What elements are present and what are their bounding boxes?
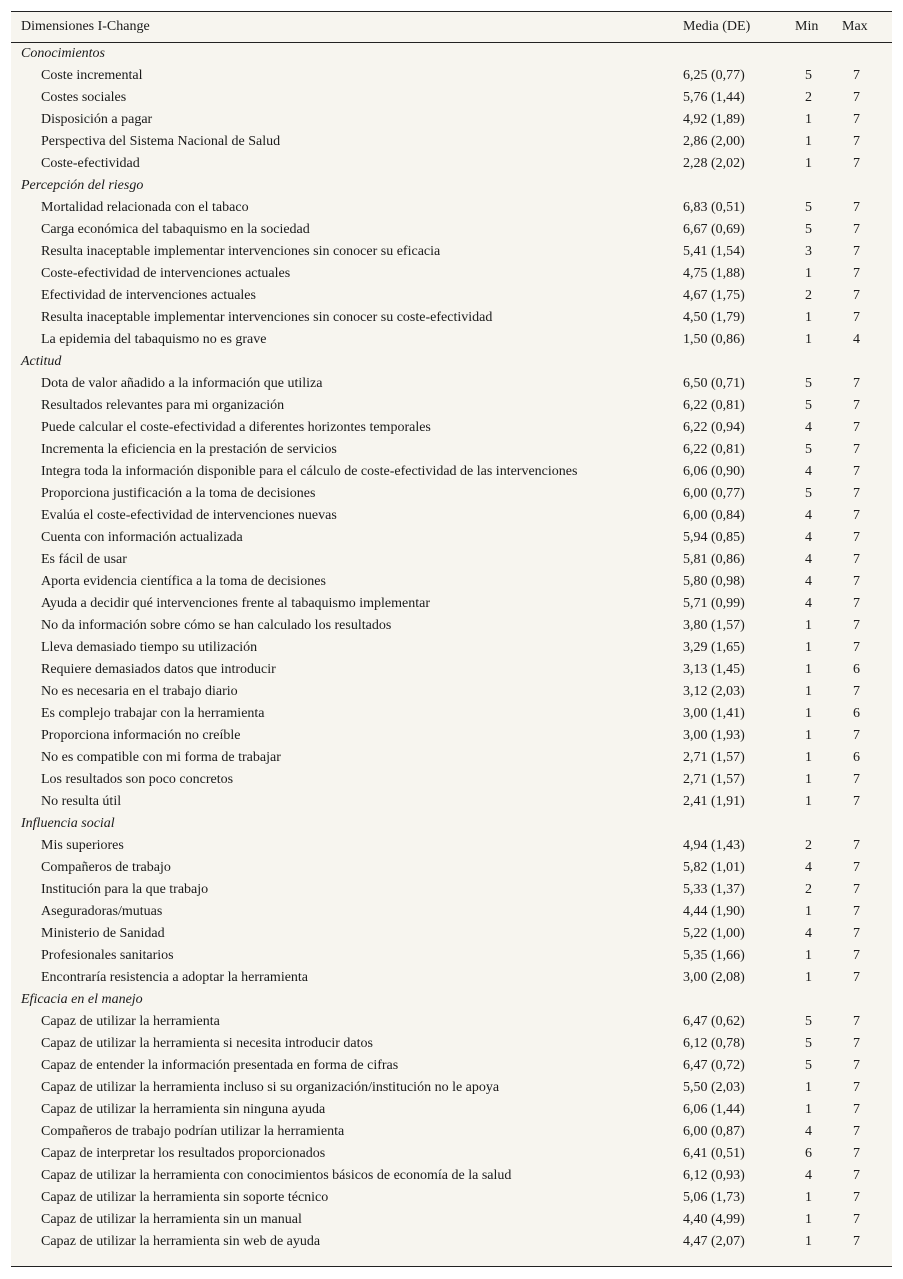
row-min: 4 bbox=[805, 507, 812, 523]
table-row bbox=[11, 879, 892, 901]
group-title: Conocimientos bbox=[21, 45, 105, 61]
row-label: Capaz de utilizar la herramienta sin web de ayuda bbox=[41, 1233, 321, 1249]
row-mean: 5,33 (1,37) bbox=[683, 881, 745, 897]
row-max: 7 bbox=[853, 67, 860, 83]
row-mean: 5,22 (1,00) bbox=[683, 925, 745, 941]
table-row bbox=[11, 835, 892, 857]
row-mean: 6,22 (0,81) bbox=[683, 397, 745, 413]
table-row bbox=[11, 1187, 892, 1209]
table-header-row bbox=[11, 12, 892, 43]
row-label: Dota de valor añadido a la información que utiliza bbox=[41, 375, 323, 391]
row-min: 1 bbox=[805, 771, 812, 787]
row-mean: 3,80 (1,57) bbox=[683, 617, 745, 633]
row-mean: 4,50 (1,79) bbox=[683, 309, 745, 325]
row-max: 7 bbox=[853, 485, 860, 501]
row-mean: 6,06 (0,90) bbox=[683, 463, 745, 479]
row-mean: 5,82 (1,01) bbox=[683, 859, 745, 875]
row-mean: 2,86 (2,00) bbox=[683, 133, 745, 149]
row-label: Es fácil de usar bbox=[41, 551, 127, 567]
row-label: Proporciona justificación a la toma de decisiones bbox=[41, 485, 316, 501]
row-mean: 5,94 (0,85) bbox=[683, 529, 745, 545]
row-min: 1 bbox=[805, 1211, 812, 1227]
row-mean: 6,67 (0,69) bbox=[683, 221, 745, 237]
row-max: 7 bbox=[853, 375, 860, 391]
header-max: Max bbox=[842, 19, 868, 34]
table-row bbox=[11, 417, 892, 439]
table-row bbox=[11, 1143, 892, 1165]
row-label: Resultados relevantes para mi organización bbox=[41, 397, 285, 413]
row-max: 4 bbox=[853, 331, 860, 347]
row-max: 7 bbox=[853, 859, 860, 875]
row-mean: 6,00 (0,87) bbox=[683, 1123, 745, 1139]
row-mean: 2,41 (1,91) bbox=[683, 793, 745, 809]
i-change-table bbox=[11, 12, 892, 1253]
row-max: 7 bbox=[853, 199, 860, 215]
table-row bbox=[11, 681, 892, 703]
header-dimension: Dimensiones I-Change bbox=[21, 19, 150, 34]
table-row bbox=[11, 373, 892, 395]
row-min: 4 bbox=[805, 595, 812, 611]
row-label: Ayuda a decidir qué intervenciones frente al tabaquismo implementar bbox=[41, 595, 431, 611]
row-mean: 6,12 (0,78) bbox=[683, 1035, 745, 1051]
row-label: Es complejo trabajar con la herramienta bbox=[41, 705, 265, 721]
table-row bbox=[11, 1099, 892, 1121]
row-mean: 6,25 (0,77) bbox=[683, 67, 745, 83]
table-row bbox=[11, 1231, 892, 1253]
row-max: 7 bbox=[853, 507, 860, 523]
row-min: 2 bbox=[805, 89, 812, 105]
row-max: 7 bbox=[853, 727, 860, 743]
row-mean: 4,40 (4,99) bbox=[683, 1211, 745, 1227]
table-row bbox=[11, 307, 892, 329]
row-max: 7 bbox=[853, 925, 860, 941]
table-row bbox=[11, 483, 892, 505]
row-min: 1 bbox=[805, 331, 812, 347]
row-max: 7 bbox=[853, 89, 860, 105]
group-title: Influencia social bbox=[21, 815, 115, 831]
row-mean: 3,00 (2,08) bbox=[683, 969, 745, 985]
row-mean: 6,22 (0,94) bbox=[683, 419, 745, 435]
row-min: 1 bbox=[805, 903, 812, 919]
row-min: 1 bbox=[805, 639, 812, 655]
row-label: Profesionales sanitarios bbox=[41, 947, 174, 963]
row-mean: 6,22 (0,81) bbox=[683, 441, 745, 457]
row-max: 7 bbox=[853, 837, 860, 853]
group-title: Actitud bbox=[21, 353, 62, 369]
row-min: 1 bbox=[805, 749, 812, 765]
row-mean: 5,80 (0,98) bbox=[683, 573, 745, 589]
row-label: Disposición a pagar bbox=[41, 111, 153, 127]
row-mean: 5,35 (1,66) bbox=[683, 947, 745, 963]
row-mean: 2,71 (1,57) bbox=[683, 749, 745, 765]
row-mean: 4,75 (1,88) bbox=[683, 265, 745, 281]
row-mean: 3,29 (1,65) bbox=[683, 639, 745, 655]
row-min: 1 bbox=[805, 1233, 812, 1249]
row-min: 1 bbox=[805, 133, 812, 149]
table-row bbox=[11, 1121, 892, 1143]
row-label: Carga económica del tabaquismo en la sociedad bbox=[41, 221, 310, 237]
table-row bbox=[11, 747, 892, 769]
row-min: 4 bbox=[805, 419, 812, 435]
table-row bbox=[11, 1033, 892, 1055]
row-mean: 3,00 (1,93) bbox=[683, 727, 745, 743]
row-max: 6 bbox=[853, 749, 860, 765]
row-min: 2 bbox=[805, 287, 812, 303]
row-min: 1 bbox=[805, 705, 812, 721]
row-label: Capaz de utilizar la herramienta si necesita introducir datos bbox=[41, 1035, 373, 1051]
row-min: 5 bbox=[805, 375, 812, 391]
table-row bbox=[11, 659, 892, 681]
row-mean: 5,41 (1,54) bbox=[683, 243, 745, 259]
table-row bbox=[11, 285, 892, 307]
row-mean: 5,50 (2,03) bbox=[683, 1079, 745, 1095]
row-min: 3 bbox=[805, 243, 812, 259]
row-min: 1 bbox=[805, 309, 812, 325]
row-label: Institución para la que trabajo bbox=[41, 881, 209, 897]
table-row bbox=[11, 329, 892, 351]
row-max: 7 bbox=[853, 309, 860, 325]
row-mean: 4,67 (1,75) bbox=[683, 287, 745, 303]
table-row bbox=[11, 593, 892, 615]
row-label: Mortalidad relacionada con el tabaco bbox=[41, 199, 249, 215]
table-row bbox=[11, 901, 892, 923]
row-min: 1 bbox=[805, 1079, 812, 1095]
row-min: 4 bbox=[805, 529, 812, 545]
row-min: 5 bbox=[805, 485, 812, 501]
row-label: Los resultados son poco concretos bbox=[41, 771, 234, 787]
row-label: Evalúa el coste-efectividad de intervenciones nuevas bbox=[41, 507, 337, 523]
row-label: Cuenta con información actualizada bbox=[41, 529, 243, 545]
row-mean: 6,00 (0,84) bbox=[683, 507, 745, 523]
row-label: Resulta inaceptable implementar intervenciones sin conocer su coste-efectividad bbox=[41, 309, 493, 325]
row-min: 5 bbox=[805, 221, 812, 237]
row-max: 7 bbox=[853, 1035, 860, 1051]
table-row bbox=[11, 1055, 892, 1077]
row-max: 7 bbox=[853, 1233, 860, 1249]
row-max: 7 bbox=[853, 551, 860, 567]
row-label: Ministerio de Sanidad bbox=[41, 925, 165, 941]
row-max: 7 bbox=[853, 221, 860, 237]
row-mean: 3,12 (2,03) bbox=[683, 683, 745, 699]
table-row bbox=[11, 439, 892, 461]
row-label: Compañeros de trabajo podrían utilizar la herramienta bbox=[41, 1123, 345, 1139]
row-label: Coste-efectividad bbox=[41, 155, 140, 171]
row-min: 4 bbox=[805, 1167, 812, 1183]
row-label: Encontraría resistencia a adoptar la herramienta bbox=[41, 969, 309, 985]
row-max: 7 bbox=[853, 1123, 860, 1139]
row-label: Aseguradoras/mutuas bbox=[41, 903, 163, 919]
row-mean: 6,12 (0,93) bbox=[683, 1167, 745, 1183]
row-min: 2 bbox=[805, 837, 812, 853]
table-row bbox=[11, 615, 892, 637]
row-max: 7 bbox=[853, 881, 860, 897]
row-max: 7 bbox=[853, 111, 860, 127]
row-max: 7 bbox=[853, 617, 860, 633]
row-label: Resulta inaceptable implementar intervenciones sin conocer su eficacia bbox=[41, 243, 441, 259]
row-mean: 6,06 (1,44) bbox=[683, 1101, 745, 1117]
row-max: 7 bbox=[853, 441, 860, 457]
row-min: 1 bbox=[805, 947, 812, 963]
row-min: 5 bbox=[805, 1013, 812, 1029]
table-row bbox=[11, 637, 892, 659]
table-row bbox=[11, 571, 892, 593]
row-max: 7 bbox=[853, 595, 860, 611]
row-label: Compañeros de trabajo bbox=[41, 859, 171, 875]
row-max: 7 bbox=[853, 683, 860, 699]
row-min: 1 bbox=[805, 265, 812, 281]
table-row bbox=[11, 967, 892, 989]
table-row bbox=[11, 703, 892, 725]
row-min: 1 bbox=[805, 111, 812, 127]
row-mean: 5,81 (0,86) bbox=[683, 551, 745, 567]
row-max: 7 bbox=[853, 793, 860, 809]
table-row bbox=[11, 527, 892, 549]
row-min: 1 bbox=[805, 727, 812, 743]
row-min: 1 bbox=[805, 683, 812, 699]
row-mean: 6,83 (0,51) bbox=[683, 199, 745, 215]
row-label: No es necesaria en el trabajo diario bbox=[41, 683, 238, 699]
row-min: 5 bbox=[805, 441, 812, 457]
row-label: Capaz de utilizar la herramienta sin soporte técnico bbox=[41, 1189, 329, 1205]
row-min: 5 bbox=[805, 199, 812, 215]
row-mean: 5,06 (1,73) bbox=[683, 1189, 745, 1205]
table-row bbox=[11, 857, 892, 879]
row-max: 7 bbox=[853, 463, 860, 479]
row-max: 7 bbox=[853, 1101, 860, 1117]
row-max: 7 bbox=[853, 529, 860, 545]
row-min: 1 bbox=[805, 1101, 812, 1117]
results-table-panel bbox=[11, 11, 892, 1267]
row-min: 5 bbox=[805, 1057, 812, 1073]
row-min: 1 bbox=[805, 969, 812, 985]
row-label: Capaz de utilizar la herramienta sin ninguna ayuda bbox=[41, 1101, 326, 1117]
row-max: 7 bbox=[853, 1057, 860, 1073]
row-min: 5 bbox=[805, 67, 812, 83]
group-row bbox=[11, 175, 892, 197]
row-max: 7 bbox=[853, 1145, 860, 1161]
table-row bbox=[11, 769, 892, 791]
row-label: Puede calcular el coste-efectividad a diferentes horizontes temporales bbox=[41, 419, 431, 435]
row-min: 4 bbox=[805, 573, 812, 589]
row-mean: 4,92 (1,89) bbox=[683, 111, 745, 127]
row-mean: 5,71 (0,99) bbox=[683, 595, 745, 611]
table-row bbox=[11, 725, 892, 747]
row-label: Coste incremental bbox=[41, 67, 143, 83]
row-max: 7 bbox=[853, 969, 860, 985]
row-mean: 6,47 (0,72) bbox=[683, 1057, 745, 1073]
row-mean: 4,94 (1,43) bbox=[683, 837, 745, 853]
row-mean: 6,00 (0,77) bbox=[683, 485, 745, 501]
table-row bbox=[11, 945, 892, 967]
table-row bbox=[11, 395, 892, 417]
row-label: Requiere demasiados datos que introducir bbox=[41, 661, 276, 677]
row-label: Capaz de interpretar los resultados proporcionados bbox=[41, 1145, 326, 1161]
row-label: Capaz de utilizar la herramienta incluso si su organización/institución no le apoya bbox=[41, 1079, 500, 1095]
header-min: Min bbox=[795, 19, 819, 34]
group-title: Eficacia en el manejo bbox=[21, 991, 143, 1007]
row-mean: 4,47 (2,07) bbox=[683, 1233, 745, 1249]
row-mean: 4,44 (1,90) bbox=[683, 903, 745, 919]
table-row bbox=[11, 87, 892, 109]
row-min: 1 bbox=[805, 1189, 812, 1205]
table-row bbox=[11, 197, 892, 219]
row-max: 7 bbox=[853, 573, 860, 589]
row-max: 6 bbox=[853, 705, 860, 721]
row-min: 4 bbox=[805, 551, 812, 567]
row-mean: 2,71 (1,57) bbox=[683, 771, 745, 787]
row-min: 1 bbox=[805, 617, 812, 633]
row-max: 7 bbox=[853, 133, 860, 149]
row-max: 7 bbox=[853, 265, 860, 281]
row-mean: 3,13 (1,45) bbox=[683, 661, 745, 677]
row-mean: 6,50 (0,71) bbox=[683, 375, 745, 391]
row-min: 5 bbox=[805, 1035, 812, 1051]
row-label: Capaz de entender la información presentada en forma de cifras bbox=[41, 1057, 399, 1073]
row-label: Incrementa la eficiencia en la prestación de servicios bbox=[41, 441, 337, 457]
row-label: No resulta útil bbox=[41, 793, 122, 809]
row-mean: 6,47 (0,62) bbox=[683, 1013, 745, 1029]
row-label: Aporta evidencia científica a la toma de decisiones bbox=[41, 573, 326, 589]
row-label: La epidemia del tabaquismo no es grave bbox=[41, 331, 267, 347]
row-label: Costes sociales bbox=[41, 89, 127, 105]
row-min: 2 bbox=[805, 881, 812, 897]
row-min: 1 bbox=[805, 661, 812, 677]
row-mean: 5,76 (1,44) bbox=[683, 89, 745, 105]
row-min: 4 bbox=[805, 925, 812, 941]
row-mean: 1,50 (0,86) bbox=[683, 331, 745, 347]
group-title: Percepción del riesgo bbox=[21, 177, 144, 193]
row-label: Perspectiva del Sistema Nacional de Salud bbox=[41, 133, 281, 149]
table-row bbox=[11, 219, 892, 241]
row-label: Lleva demasiado tiempo su utilización bbox=[41, 639, 258, 655]
row-label: Coste-efectividad de intervenciones actuales bbox=[41, 265, 291, 281]
table-row bbox=[11, 791, 892, 813]
row-mean: 6,41 (0,51) bbox=[683, 1145, 745, 1161]
row-max: 7 bbox=[853, 639, 860, 655]
row-min: 4 bbox=[805, 463, 812, 479]
row-max: 7 bbox=[853, 155, 860, 171]
row-max: 7 bbox=[853, 1079, 860, 1095]
row-min: 4 bbox=[805, 1123, 812, 1139]
table-row bbox=[11, 65, 892, 87]
row-max: 7 bbox=[853, 903, 860, 919]
row-label: Capaz de utilizar la herramienta sin un manual bbox=[41, 1211, 302, 1227]
group-row bbox=[11, 813, 892, 835]
table-row bbox=[11, 1011, 892, 1033]
table-row bbox=[11, 1165, 892, 1187]
row-label: Proporciona información no creíble bbox=[41, 727, 241, 743]
row-label: Efectividad de intervenciones actuales bbox=[41, 287, 256, 303]
row-max: 7 bbox=[853, 771, 860, 787]
row-max: 6 bbox=[853, 661, 860, 677]
row-mean: 2,28 (2,02) bbox=[683, 155, 745, 171]
row-label: Capaz de utilizar la herramienta con conocimientos básicos de economía de la salud bbox=[41, 1167, 512, 1183]
row-min: 4 bbox=[805, 859, 812, 875]
header-mean: Media (DE) bbox=[683, 19, 751, 34]
row-max: 7 bbox=[853, 1013, 860, 1029]
row-label: No es compatible con mi forma de trabajar bbox=[41, 749, 281, 765]
table-row bbox=[11, 241, 892, 263]
group-row bbox=[11, 989, 892, 1011]
row-min: 1 bbox=[805, 155, 812, 171]
row-min: 1 bbox=[805, 793, 812, 809]
table-row bbox=[11, 153, 892, 175]
row-mean: 3,00 (1,41) bbox=[683, 705, 745, 721]
table-row bbox=[11, 461, 892, 483]
table-row bbox=[11, 923, 892, 945]
row-max: 7 bbox=[853, 1211, 860, 1227]
table-row bbox=[11, 549, 892, 571]
row-min: 5 bbox=[805, 397, 812, 413]
row-max: 7 bbox=[853, 1167, 860, 1183]
table-row bbox=[11, 131, 892, 153]
row-label: Integra toda la información disponible para el cálculo de coste-efectividad de las intervenciones bbox=[41, 463, 578, 479]
row-label: Capaz de utilizar la herramienta bbox=[41, 1013, 220, 1029]
row-label: Mis superiores bbox=[41, 837, 124, 853]
row-label: No da información sobre cómo se han calculado los resultados bbox=[41, 617, 392, 633]
row-max: 7 bbox=[853, 243, 860, 259]
group-row bbox=[11, 351, 892, 373]
group-row bbox=[11, 43, 892, 65]
table-row bbox=[11, 505, 892, 527]
row-max: 7 bbox=[853, 1189, 860, 1205]
table-row bbox=[11, 263, 892, 285]
row-max: 7 bbox=[853, 287, 860, 303]
row-max: 7 bbox=[853, 947, 860, 963]
row-max: 7 bbox=[853, 419, 860, 435]
table-row bbox=[11, 1209, 892, 1231]
row-min: 6 bbox=[805, 1145, 812, 1161]
table-row bbox=[11, 1077, 892, 1099]
table-body bbox=[11, 43, 892, 1253]
row-max: 7 bbox=[853, 397, 860, 413]
table-row bbox=[11, 109, 892, 131]
